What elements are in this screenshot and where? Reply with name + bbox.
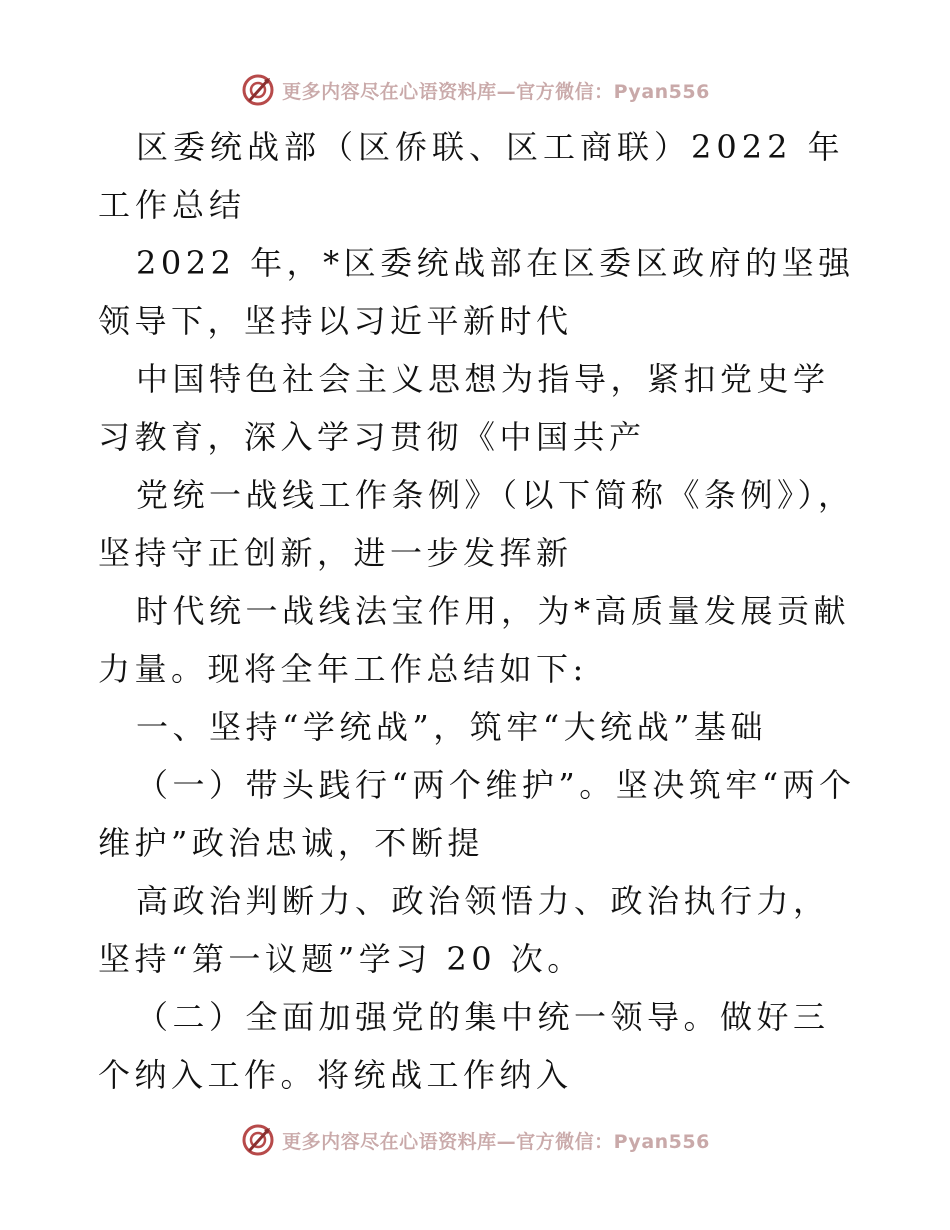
watermark-text: 更多内容尽在心语资料库—官方微信：Pyan556 — [282, 1130, 710, 1153]
paragraph-3: 党统一战线工作条例》（以下简称《条例》），坚持守正创新，进一步发挥新 — [98, 476, 855, 572]
document-title: 区委统战部（区侨联、区工商联）2022 年工作总结 — [98, 128, 845, 224]
watermark-header — [0, 68, 950, 112]
watermark-logo-icon — [240, 1122, 276, 1158]
document-body — [98, 118, 858, 1104]
paragraph-5: （一）带头践行“两个维护”。坚决筑牢“两个维护”政治忠诚，不断提 — [98, 766, 856, 862]
paragraph-1: 2022 年，*区委统战部在区委区政府的坚强领导下，坚持以习近平新时代 — [98, 244, 855, 340]
watermark-logo-icon — [240, 72, 276, 108]
watermark-text: 更多内容尽在心语资料库—官方微信：Pyan556 — [282, 80, 710, 103]
paragraph-2: 中国特色社会主义思想为指导，紧扣党史学习教育，深入学习贯彻《中国共产 — [98, 360, 830, 456]
paragraph-4: 时代统一战线法宝作用，为*高质量发展贡献力量。现将全年工作总结如下: — [98, 592, 851, 688]
watermark-footer — [0, 1118, 950, 1162]
paragraph-6: 高政治判断力、政治领悟力、政治执行力，坚持“第一议题”学习 20 次。 — [98, 882, 830, 978]
section-heading-1: 一、坚持“学统战”，筑牢“大统战”基础 — [136, 708, 767, 746]
paragraph-7: （二）全面加强党的集中统一领导。做好三个纳入工作。将统战工作纳入 — [98, 998, 830, 1094]
